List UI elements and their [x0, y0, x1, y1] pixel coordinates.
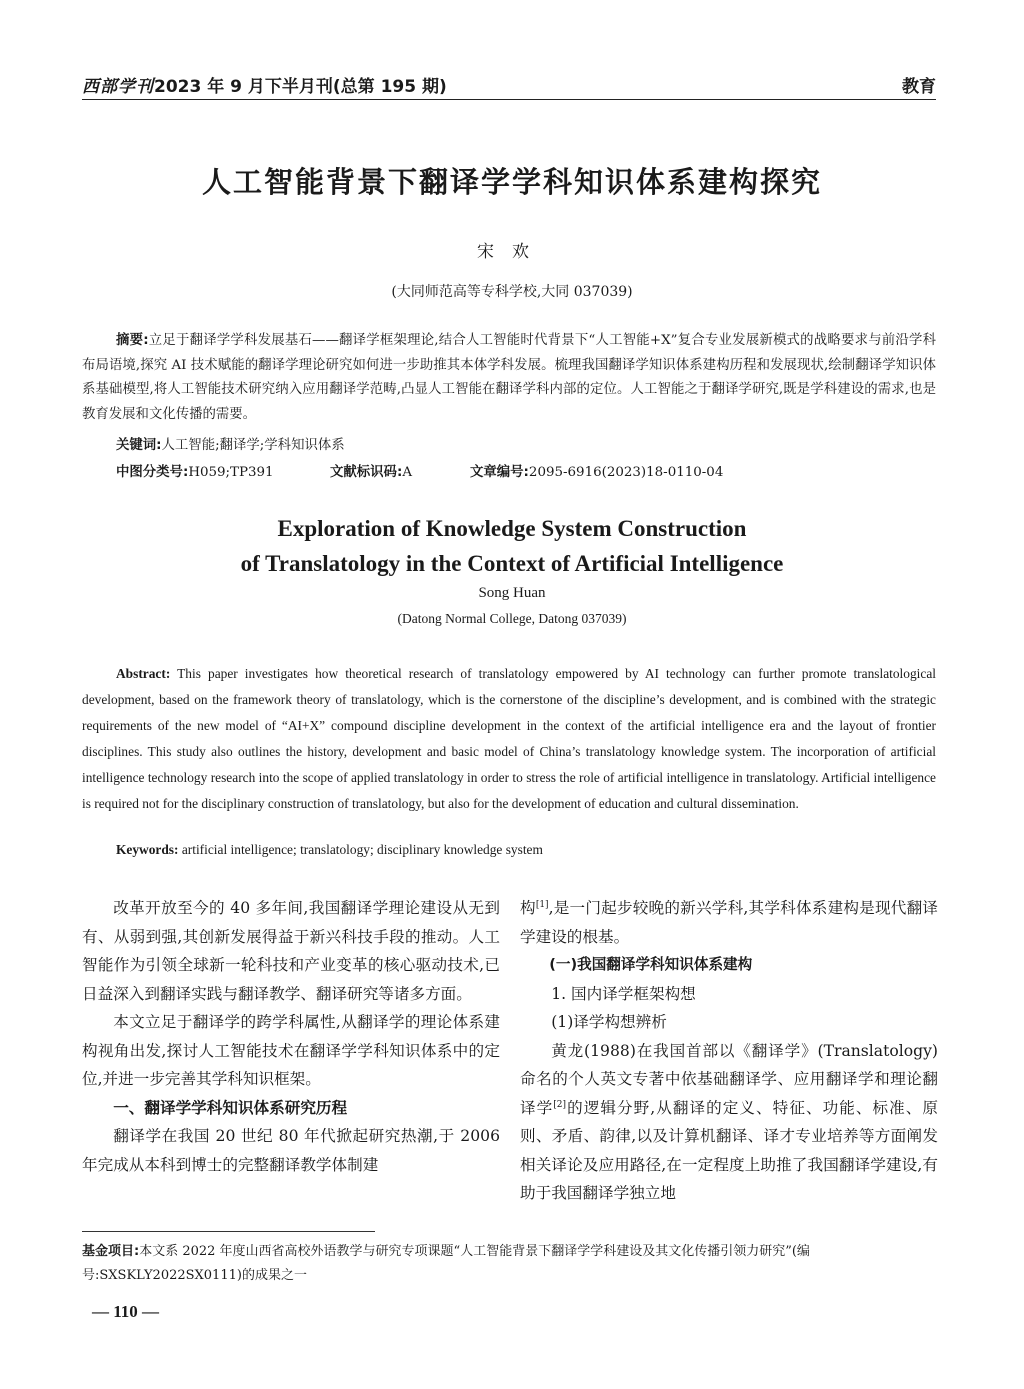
- doc-code: [330, 461, 412, 480]
- keywords-label-en: Keywords:: [116, 842, 179, 857]
- subsection-heading: (一)我国翻译学科知识体系建构: [549, 956, 753, 973]
- article-label: 文章编号:: [470, 465, 529, 480]
- abstract-text-cn: 立足于翻译学学科发展基石——翻译学框架理论,结合人工智能时代背景下“人工智能+X”复合专业发展新模式的战略要求与前沿学科布局语境,探究 AI 技术赋能的翻译学理论研究如何进一步助推其本体学科发展。梳理我国翻译学知识体系建构历程和发展现状,绘制翻译学知识体系基础模型,将人工智能技术研究纳入应用翻译学范畴,凸显人工智能在翻译学科内部的定位。人工智能之于翻译学研究,既是学科建设的需求,也是教育发展和文化传播的需要。: [82, 333, 937, 422]
- abstract-text-en: This paper investigates how theoretical research of translatology empowered by AI technology can further promote translatological development, based on the framework theory of translatology, which is the cornerstone of the discipline’s development, and is combined with the strategic requirements of the new model of “AI+X” compound discipline development in the context of the artificial intelligence era and the layout of frontier disciplines. This study also outlines the history, development and basic model of China’s translatology knowledge system. The incorporation of artificial intelligence technology research into the scope of applied translatology in order to stress the role of artificial intelligence in translatology. Artificial intelligence is required not for the disciplinary construction of translatology, but also for the development of education and cultural dissemination.: [82, 666, 937, 812]
- subsubsection-heading: (1)译学构想辨析: [551, 1013, 667, 1031]
- title-english-line-2: of Translatology in the Context of Artificial Intelligence: [240, 551, 784, 576]
- text-run: 的逻辑分野,从翻译的定义、特征、功能、标准、原则、矛盾、韵律,以及计算机翻译、译才专业培养等方面阐发相关译论及应用路径,在一定程度上助推了我国翻译学建设,有助于我国翻译学独立地: [520, 1098, 938, 1202]
- keywords-text-en: artificial intelligence; translatology; disciplinary knowledge system: [181, 842, 543, 857]
- affiliation-chinese: (大同师范高等专科学校,大同 037039): [391, 284, 633, 300]
- header-rule: [82, 99, 936, 100]
- abstract-english: [82, 661, 936, 818]
- body-column-right: [520, 894, 938, 1208]
- body-column-left: [82, 894, 500, 1179]
- text-run: ,是一门起步较晚的新兴学科,其学科体系建构是现代翻译学建设的根基。: [520, 899, 938, 946]
- funding-label: 基金项目:: [82, 1244, 140, 1259]
- title-chinese: 人工智能背景下翻译学学科知识体系建构探究: [201, 165, 822, 199]
- body-paragraph: 改革开放至今的 40 多年间,我国翻译学理论建设从无到有、从弱到强,其创新发展得益于新兴科技手段的推动。人工智能作为引领全球新一轮科技和产业变革的核心驱动技术,已日益深入到翻译实践与翻译教学、翻译研究等诸多方面。: [82, 899, 500, 1003]
- running-header: [82, 72, 936, 98]
- body-paragraph: 翻译学在我国 20 世纪 80 年代掀起研究热潮,于 2006 年完成从本科到博士的完整翻译教学体制建: [82, 1127, 500, 1174]
- page-number: — 110 —: [92, 1302, 160, 1321]
- footnote-rule: [82, 1231, 375, 1232]
- keywords-label-cn: 关键词:: [116, 438, 162, 453]
- footnote-funding: [82, 1240, 936, 1288]
- affiliation-english: (Datong Normal College, Datong 037039): [397, 611, 627, 626]
- journal-logo: 西部学刊: [82, 77, 154, 97]
- funding-text: 本文系 2022 年度山西省高校外语教学与研究专项课题“人工智能背景下翻译学学科建设及其文化传播引领力研究”(编号:SXSKLY2022SX0111)的成果之一: [82, 1244, 810, 1283]
- text-run: 构: [520, 899, 536, 917]
- text-run: 黄龙(1988)在我国首部以《翻译学》(Translatology)命名的个人英文专著中依基础翻译学、应用翻译学和理论翻译学: [520, 1041, 938, 1117]
- article-number: [470, 461, 723, 480]
- citation-ref: [1]: [535, 899, 549, 910]
- abstract-label-cn: 摘要:: [116, 333, 149, 348]
- issue-info: 2023 年 9 月下半月刊(总第 195 期): [154, 77, 447, 97]
- body-paragraph: 本文立足于翻译学的跨学科属性,从翻译学的理论体系建构视角出发,探讨人工智能技术在翻译学学科知识体系中的定位,并进一步完善其学科知识框架。: [82, 1013, 500, 1088]
- title-english: [0, 511, 1024, 581]
- article-value: 2095-6916(2023)18-0110-04: [528, 465, 724, 480]
- keywords-chinese: [116, 434, 345, 453]
- title-english-line-1: Exploration of Knowledge System Construction: [277, 516, 747, 541]
- author-english: Song Huan: [478, 585, 546, 601]
- body-paragraph: [520, 894, 938, 951]
- keywords-english: [116, 842, 543, 858]
- clc-label: 中图分类号:: [116, 465, 189, 480]
- abstract-chinese: [82, 329, 936, 427]
- author-chinese: 宋欢: [477, 242, 547, 262]
- body-paragraph: [520, 1037, 938, 1208]
- citation-ref: [2]: [553, 1099, 567, 1110]
- section-label: 教育: [902, 77, 936, 97]
- doc-value: A: [402, 465, 412, 480]
- keywords-text-cn: 人工智能;翻译学;学科知识体系: [161, 438, 345, 453]
- clc-value: H059;TP391: [188, 465, 274, 480]
- subsubsection-heading: 1. 国内译学框架构想: [551, 984, 696, 1003]
- section-heading: 一、翻译学学科知识体系研究历程: [113, 1098, 348, 1117]
- clc-number: [116, 461, 274, 480]
- abstract-label-en: Abstract:: [116, 666, 171, 681]
- doc-label: 文献标识码:: [330, 465, 403, 480]
